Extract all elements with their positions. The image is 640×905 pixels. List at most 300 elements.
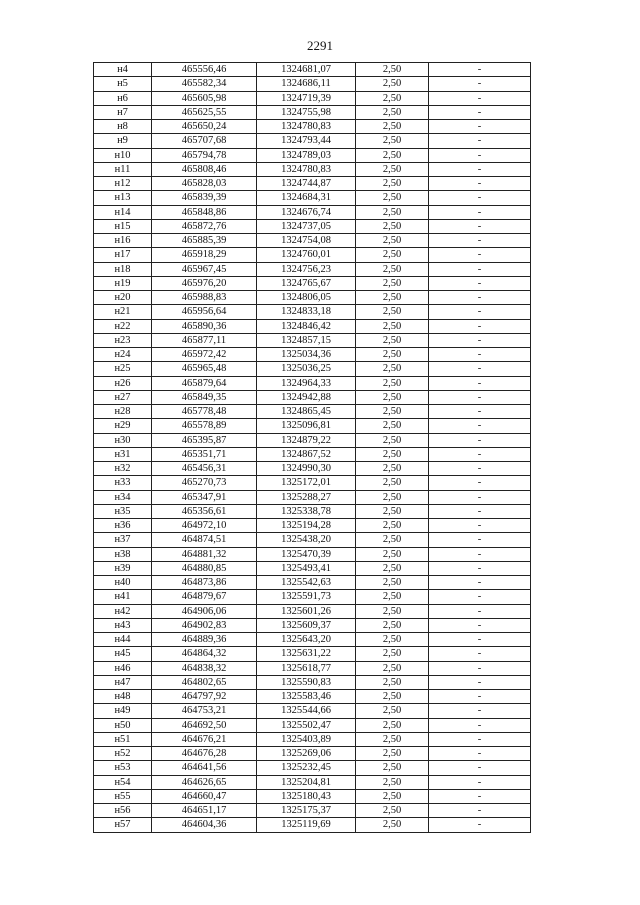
y-coordinate-cell: 1325172,01 [257,476,356,490]
table-row [94,732,531,746]
table-row [94,804,531,818]
note-cell: - [429,333,531,347]
accuracy-cell: 2,50 [356,661,429,675]
point-id-cell: н27 [94,390,152,404]
accuracy-cell: 2,50 [356,590,429,604]
accuracy-cell: 2,50 [356,291,429,305]
y-coordinate-cell: 1324780,83 [257,120,356,134]
y-coordinate-cell: 1324964,33 [257,376,356,390]
accuracy-cell: 2,50 [356,348,429,362]
table-row [94,205,531,219]
y-coordinate-cell: 1325609,37 [257,618,356,632]
note-cell: - [429,205,531,219]
accuracy-cell: 2,50 [356,262,429,276]
point-id-cell: н48 [94,690,152,704]
y-coordinate-cell: 1325643,20 [257,633,356,647]
table-row [94,333,531,347]
note-cell: - [429,262,531,276]
table-row [94,576,531,590]
x-coordinate-cell: 465625,55 [152,105,257,119]
table-row [94,476,531,490]
y-coordinate-cell: 1325618,77 [257,661,356,675]
point-id-cell: н21 [94,305,152,319]
note-cell: - [429,162,531,176]
table-row [94,105,531,119]
x-coordinate-cell: 464626,65 [152,775,257,789]
table-row [94,348,531,362]
accuracy-cell: 2,50 [356,219,429,233]
x-coordinate-cell: 465976,20 [152,276,257,290]
accuracy-cell: 2,50 [356,718,429,732]
x-coordinate-cell: 465849,35 [152,390,257,404]
note-cell: - [429,818,531,832]
accuracy-cell: 2,50 [356,305,429,319]
point-id-cell: н39 [94,561,152,575]
point-id-cell: н6 [94,91,152,105]
point-id-cell: н50 [94,718,152,732]
accuracy-cell: 2,50 [356,476,429,490]
note-cell: - [429,490,531,504]
note-cell: - [429,633,531,647]
accuracy-cell: 2,50 [356,519,429,533]
note-cell: - [429,305,531,319]
accuracy-cell: 2,50 [356,405,429,419]
point-id-cell: н47 [94,675,152,689]
accuracy-cell: 2,50 [356,747,429,761]
table-row [94,618,531,632]
y-coordinate-cell: 1324756,23 [257,262,356,276]
note-cell: - [429,576,531,590]
table-row [94,376,531,390]
point-id-cell: н38 [94,547,152,561]
point-id-cell: н44 [94,633,152,647]
y-coordinate-cell: 1325269,06 [257,747,356,761]
page-number: 2291 [307,38,333,53]
accuracy-cell: 2,50 [356,419,429,433]
table-row [94,177,531,191]
y-coordinate-cell: 1325590,83 [257,675,356,689]
x-coordinate-cell: 465351,71 [152,447,257,461]
x-coordinate-cell: 465582,34 [152,77,257,91]
note-cell: - [429,447,531,461]
accuracy-cell: 2,50 [356,120,429,134]
point-id-cell: н4 [94,63,152,77]
note-cell: - [429,234,531,248]
note-cell: - [429,547,531,561]
point-id-cell: н17 [94,248,152,262]
table-row [94,219,531,233]
accuracy-cell: 2,50 [356,604,429,618]
x-coordinate-cell: 464879,67 [152,590,257,604]
accuracy-cell: 2,50 [356,561,429,575]
accuracy-cell: 2,50 [356,376,429,390]
table-row [94,775,531,789]
note-cell: - [429,732,531,746]
accuracy-cell: 2,50 [356,205,429,219]
y-coordinate-cell: 1324676,74 [257,205,356,219]
x-coordinate-cell: 465605,98 [152,91,257,105]
y-coordinate-cell: 1324737,05 [257,219,356,233]
note-cell: - [429,789,531,803]
accuracy-cell: 2,50 [356,761,429,775]
x-coordinate-cell: 465778,48 [152,405,257,419]
table-row [94,162,531,176]
x-coordinate-cell: 465794,78 [152,148,257,162]
point-id-cell: н36 [94,519,152,533]
accuracy-cell: 2,50 [356,177,429,191]
point-id-cell: н37 [94,533,152,547]
accuracy-cell: 2,50 [356,789,429,803]
y-coordinate-cell: 1324942,88 [257,390,356,404]
x-coordinate-cell: 465848,86 [152,205,257,219]
note-cell: - [429,747,531,761]
accuracy-cell: 2,50 [356,362,429,376]
note-cell: - [429,561,531,575]
point-id-cell: н24 [94,348,152,362]
point-id-cell: н10 [94,148,152,162]
accuracy-cell: 2,50 [356,333,429,347]
accuracy-cell: 2,50 [356,276,429,290]
x-coordinate-cell: 464676,28 [152,747,257,761]
note-cell: - [429,761,531,775]
accuracy-cell: 2,50 [356,818,429,832]
note-cell: - [429,120,531,134]
y-coordinate-cell: 1325403,89 [257,732,356,746]
point-id-cell: н57 [94,818,152,832]
table-row [94,362,531,376]
point-id-cell: н42 [94,604,152,618]
accuracy-cell: 2,50 [356,775,429,789]
table-row [94,561,531,575]
accuracy-cell: 2,50 [356,647,429,661]
note-cell: - [429,590,531,604]
table-row [94,761,531,775]
y-coordinate-cell: 1325544,66 [257,704,356,718]
table-row [94,547,531,561]
x-coordinate-cell: 464797,92 [152,690,257,704]
accuracy-cell: 2,50 [356,533,429,547]
x-coordinate-cell: 465347,91 [152,490,257,504]
point-id-cell: н34 [94,490,152,504]
y-coordinate-cell: 1325591,73 [257,590,356,604]
x-coordinate-cell: 464873,86 [152,576,257,590]
note-cell: - [429,319,531,333]
point-id-cell: н11 [94,162,152,176]
accuracy-cell: 2,50 [356,91,429,105]
point-id-cell: н52 [94,747,152,761]
accuracy-cell: 2,50 [356,63,429,77]
y-coordinate-cell: 1324867,52 [257,447,356,461]
accuracy-cell: 2,50 [356,504,429,518]
y-coordinate-cell: 1324806,05 [257,291,356,305]
note-cell: - [429,433,531,447]
table-row [94,675,531,689]
x-coordinate-cell: 465707,68 [152,134,257,148]
x-coordinate-cell: 464641,56 [152,761,257,775]
accuracy-cell: 2,50 [356,191,429,205]
x-coordinate-cell: 465988,83 [152,291,257,305]
note-cell: - [429,105,531,119]
point-id-cell: н25 [94,362,152,376]
table-row [94,262,531,276]
note-cell: - [429,675,531,689]
accuracy-cell: 2,50 [356,77,429,91]
x-coordinate-cell: 465872,76 [152,219,257,233]
x-coordinate-cell: 465877,11 [152,333,257,347]
y-coordinate-cell: 1325036,25 [257,362,356,376]
table-row [94,704,531,718]
x-coordinate-cell: 465650,24 [152,120,257,134]
y-coordinate-cell: 1325601,26 [257,604,356,618]
point-id-cell: н22 [94,319,152,333]
accuracy-cell: 2,50 [356,234,429,248]
table-row [94,447,531,461]
point-id-cell: н28 [94,405,152,419]
accuracy-cell: 2,50 [356,576,429,590]
x-coordinate-cell: 465879,64 [152,376,257,390]
point-id-cell: н54 [94,775,152,789]
point-id-cell: н41 [94,590,152,604]
point-id-cell: н26 [94,376,152,390]
x-coordinate-cell: 464604,36 [152,818,257,832]
x-coordinate-cell: 464864,32 [152,647,257,661]
note-cell: - [429,376,531,390]
point-id-cell: н29 [94,419,152,433]
x-coordinate-cell: 464660,47 [152,789,257,803]
table-row [94,533,531,547]
y-coordinate-cell: 1324990,30 [257,462,356,476]
accuracy-cell: 2,50 [356,462,429,476]
x-coordinate-cell: 464881,32 [152,547,257,561]
point-id-cell: н55 [94,789,152,803]
y-coordinate-cell: 1324719,39 [257,91,356,105]
point-id-cell: н23 [94,333,152,347]
note-cell: - [429,618,531,632]
y-coordinate-cell: 1325194,28 [257,519,356,533]
table-row [94,604,531,618]
table-row [94,134,531,148]
note-cell: - [429,405,531,419]
accuracy-cell: 2,50 [356,134,429,148]
note-cell: - [429,77,531,91]
accuracy-cell: 2,50 [356,447,429,461]
coordinates-table-body [94,63,531,833]
note-cell: - [429,462,531,476]
note-cell: - [429,390,531,404]
y-coordinate-cell: 1325631,22 [257,647,356,661]
note-cell: - [429,219,531,233]
x-coordinate-cell: 465395,87 [152,433,257,447]
point-id-cell: н19 [94,276,152,290]
y-coordinate-cell: 1324686,11 [257,77,356,91]
x-coordinate-cell: 465556,46 [152,63,257,77]
note-cell: - [429,704,531,718]
y-coordinate-cell: 1324780,83 [257,162,356,176]
y-coordinate-cell: 1325583,46 [257,690,356,704]
x-coordinate-cell: 465456,31 [152,462,257,476]
table-row [94,234,531,248]
x-coordinate-cell: 465972,42 [152,348,257,362]
table-row [94,405,531,419]
table-row [94,661,531,675]
table-row [94,718,531,732]
table-row [94,789,531,803]
table-row [94,191,531,205]
note-cell: - [429,191,531,205]
x-coordinate-cell: 465808,46 [152,162,257,176]
note-cell: - [429,504,531,518]
y-coordinate-cell: 1325288,27 [257,490,356,504]
point-id-cell: н9 [94,134,152,148]
note-cell: - [429,476,531,490]
x-coordinate-cell: 464906,06 [152,604,257,618]
accuracy-cell: 2,50 [356,633,429,647]
note-cell: - [429,647,531,661]
y-coordinate-cell: 1325542,63 [257,576,356,590]
accuracy-cell: 2,50 [356,547,429,561]
table-row [94,63,531,77]
x-coordinate-cell: 465839,39 [152,191,257,205]
note-cell: - [429,604,531,618]
table-row [94,590,531,604]
y-coordinate-cell: 1324879,22 [257,433,356,447]
point-id-cell: н56 [94,804,152,818]
point-id-cell: н13 [94,191,152,205]
note-cell: - [429,804,531,818]
note-cell: - [429,519,531,533]
point-id-cell: н43 [94,618,152,632]
point-id-cell: н32 [94,462,152,476]
y-coordinate-cell: 1324760,01 [257,248,356,262]
accuracy-cell: 2,50 [356,704,429,718]
x-coordinate-cell: 464902,83 [152,618,257,632]
point-id-cell: н31 [94,447,152,461]
table-row [94,120,531,134]
table-row [94,148,531,162]
table-row [94,519,531,533]
point-id-cell: н20 [94,291,152,305]
table-row [94,390,531,404]
table-row [94,319,531,333]
point-id-cell: н33 [94,476,152,490]
note-cell: - [429,134,531,148]
x-coordinate-cell: 464972,10 [152,519,257,533]
x-coordinate-cell: 465890,36 [152,319,257,333]
point-id-cell: н51 [94,732,152,746]
point-id-cell: н35 [94,504,152,518]
x-coordinate-cell: 464874,51 [152,533,257,547]
table-row [94,690,531,704]
y-coordinate-cell: 1324789,03 [257,148,356,162]
table-row [94,248,531,262]
table-row [94,633,531,647]
table-row [94,818,531,832]
x-coordinate-cell: 464651,17 [152,804,257,818]
y-coordinate-cell: 1325175,37 [257,804,356,818]
table-row [94,647,531,661]
x-coordinate-cell: 465828,03 [152,177,257,191]
point-id-cell: н45 [94,647,152,661]
y-coordinate-cell: 1325119,69 [257,818,356,832]
point-id-cell: н18 [94,262,152,276]
point-id-cell: н8 [94,120,152,134]
table-row [94,433,531,447]
accuracy-cell: 2,50 [356,732,429,746]
note-cell: - [429,91,531,105]
x-coordinate-cell: 464676,21 [152,732,257,746]
y-coordinate-cell: 1324681,07 [257,63,356,77]
note-cell: - [429,248,531,262]
y-coordinate-cell: 1325204,81 [257,775,356,789]
point-id-cell: н16 [94,234,152,248]
x-coordinate-cell: 465967,45 [152,262,257,276]
x-coordinate-cell: 465885,39 [152,234,257,248]
point-id-cell: н5 [94,77,152,91]
table-row [94,490,531,504]
point-id-cell: н53 [94,761,152,775]
point-id-cell: н46 [94,661,152,675]
accuracy-cell: 2,50 [356,390,429,404]
y-coordinate-cell: 1324744,87 [257,177,356,191]
table-row [94,276,531,290]
y-coordinate-cell: 1324865,45 [257,405,356,419]
note-cell: - [429,775,531,789]
accuracy-cell: 2,50 [356,248,429,262]
accuracy-cell: 2,50 [356,319,429,333]
accuracy-cell: 2,50 [356,675,429,689]
y-coordinate-cell: 1324846,42 [257,319,356,333]
y-coordinate-cell: 1325096,81 [257,419,356,433]
table-row [94,747,531,761]
note-cell: - [429,718,531,732]
point-id-cell: н49 [94,704,152,718]
y-coordinate-cell: 1325502,47 [257,718,356,732]
y-coordinate-cell: 1325180,43 [257,789,356,803]
y-coordinate-cell: 1324755,98 [257,105,356,119]
note-cell: - [429,661,531,675]
point-id-cell: н30 [94,433,152,447]
x-coordinate-cell: 464753,21 [152,704,257,718]
accuracy-cell: 2,50 [356,162,429,176]
x-coordinate-cell: 464889,36 [152,633,257,647]
note-cell: - [429,362,531,376]
accuracy-cell: 2,50 [356,690,429,704]
y-coordinate-cell: 1324754,08 [257,234,356,248]
x-coordinate-cell: 465356,61 [152,504,257,518]
y-coordinate-cell: 1324765,67 [257,276,356,290]
note-cell: - [429,63,531,77]
accuracy-cell: 2,50 [356,105,429,119]
accuracy-cell: 2,50 [356,148,429,162]
y-coordinate-cell: 1325034,36 [257,348,356,362]
table-row [94,77,531,91]
accuracy-cell: 2,50 [356,618,429,632]
table-row [94,462,531,476]
x-coordinate-cell: 464802,65 [152,675,257,689]
y-coordinate-cell: 1325338,78 [257,504,356,518]
x-coordinate-cell: 464692,50 [152,718,257,732]
point-id-cell: н7 [94,105,152,119]
x-coordinate-cell: 465965,48 [152,362,257,376]
note-cell: - [429,148,531,162]
y-coordinate-cell: 1325438,20 [257,533,356,547]
note-cell: - [429,690,531,704]
x-coordinate-cell: 465578,89 [152,419,257,433]
x-coordinate-cell: 464880,85 [152,561,257,575]
note-cell: - [429,419,531,433]
point-id-cell: н14 [94,205,152,219]
y-coordinate-cell: 1324793,44 [257,134,356,148]
